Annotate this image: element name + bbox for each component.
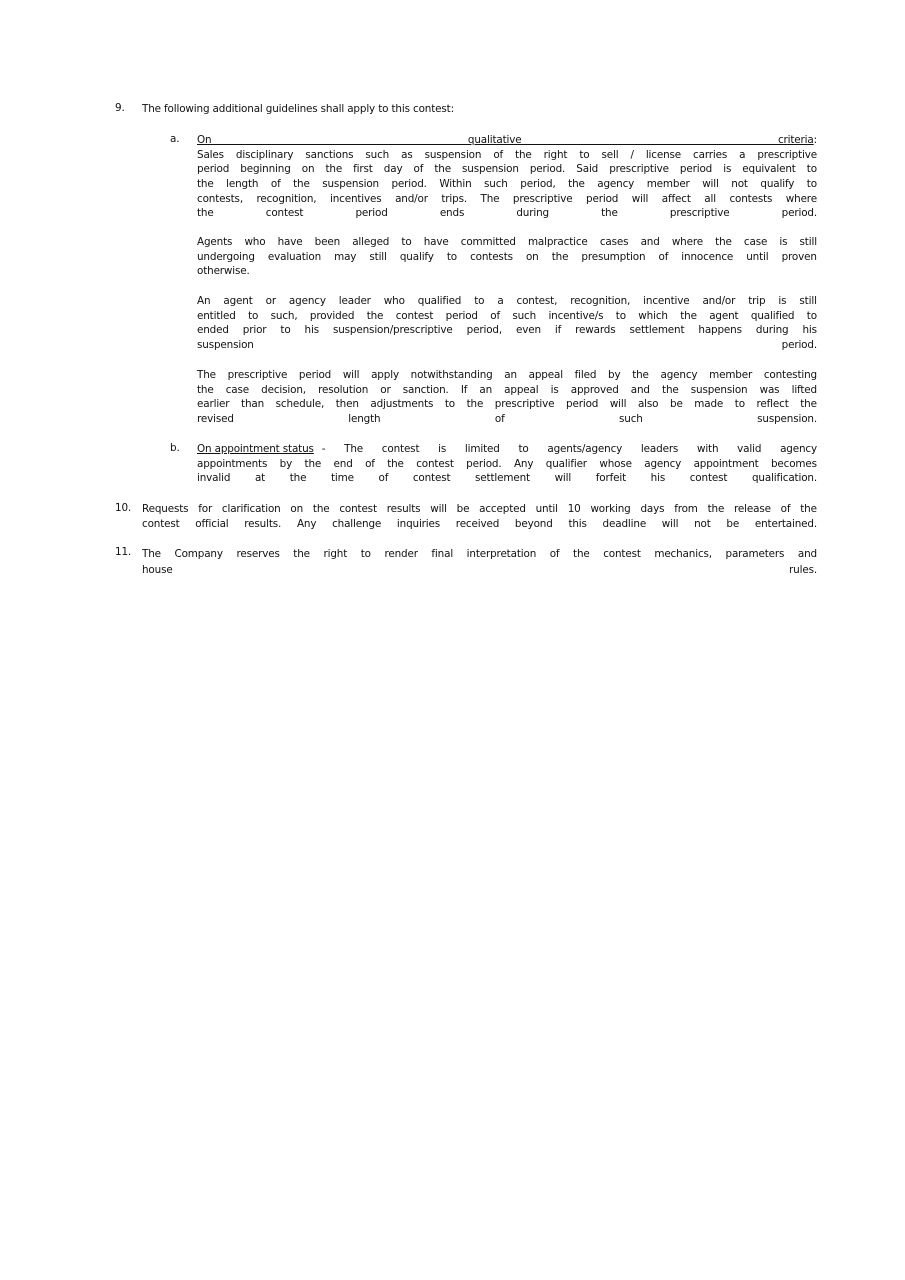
paragraph	[197, 235, 817, 279]
line: period beginning on the first day of the suspension period. Said prescriptive period is equivalent to	[197, 163, 817, 176]
sub-item-a	[197, 133, 817, 221]
item-number: 11.	[115, 546, 132, 558]
item-number: 9.	[115, 102, 125, 114]
line: ended prior to his suspension/prescriptive period, even if rewards settlement happens during his	[197, 324, 817, 337]
item-9-text: The following additional guidelines shall apply to this contest:	[142, 103, 454, 115]
paragraph	[197, 148, 817, 221]
item-number: 10.	[115, 502, 132, 514]
sub-item-heading: On qualitative criteria	[197, 134, 814, 146]
line: An agent or agency leader who qualified to a contest, recognition, incentive and/or trip is still	[197, 295, 817, 307]
sub-item-letter: b.	[170, 442, 180, 454]
line: Agents who have been alleged to have committed malpractice cases and where the case is still	[197, 236, 817, 248]
line: invalid at the time of contest settlement will forfeit his contest qualification.	[197, 472, 817, 485]
heading-suffix: :	[813, 134, 817, 146]
line: house rules.	[142, 564, 817, 576]
line: otherwise.	[197, 265, 250, 278]
item-10-text	[142, 502, 817, 531]
line: Requests for clarification on the contest results will be accepted until 10 working days from the release of the	[142, 503, 817, 515]
line: the contest period ends during the prescriptive period.	[197, 207, 817, 220]
sub-item-heading: On appointment status	[197, 443, 314, 455]
item-11-text	[142, 546, 817, 577]
line: contest official results. Any challenge inquiries received beyond this deadline will not be entertained.	[142, 517, 817, 530]
sub-item-letter: a.	[170, 133, 180, 145]
line: contests, recognition, incentives and/or trips. The prescriptive period will affect all contests where	[197, 192, 817, 205]
line: earlier than schedule, then adjustments to the prescriptive period will also be made to reflect the	[197, 398, 817, 411]
line: Sales disciplinary sanctions such as suspension of the right to sell / license carries a prescriptive	[197, 148, 817, 161]
line-rest	[322, 442, 817, 457]
paragraph	[197, 294, 817, 353]
line: The prescriptive period will apply notwithstanding an appeal filed by the agency member contesting	[197, 369, 817, 381]
line: - The contest is limited to agents/agency leaders with valid agency	[321, 443, 817, 455]
line: The Company reserves the right to render final interpretation of the contest mechanics, parameters and	[142, 548, 817, 560]
sub-item-b	[197, 442, 817, 486]
paragraph	[197, 368, 817, 427]
line: entitled to such, provided the contest period of such incentive/s to which the agent qualified to	[197, 309, 817, 322]
line: undergoing evaluation may still qualify to contests on the presumption of innocence until proven	[197, 250, 817, 263]
line: the case decision, resolution or sanction. If an appeal is approved and the suspension was lifted	[197, 383, 817, 396]
line: suspension period.	[197, 339, 817, 352]
line: revised length of such suspension.	[197, 413, 817, 426]
line: the length of the suspension period. Within such period, the agency member will not qualify to	[197, 178, 817, 191]
line: appointments by the end of the contest period. Any qualifier whose agency appointment becomes	[197, 457, 817, 470]
